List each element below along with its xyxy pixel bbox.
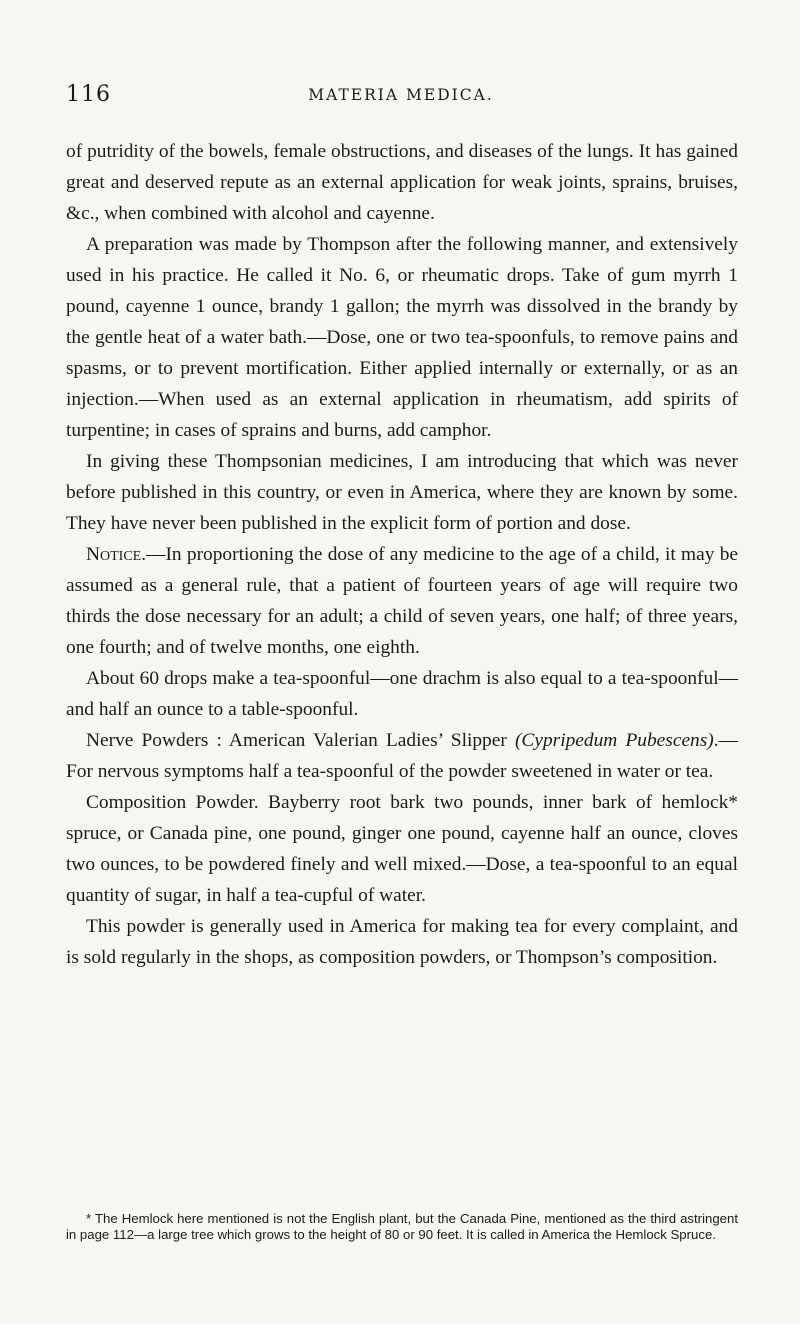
paragraph-rheumatic-drops: A preparation was made by Thompson after the following manner, and extensively used in his practice. He called it No. 6, or rheumatic drops. Take of gum myrrh 1 pound, cayenne 1 ounce, brandy 1 gallon; the myrrh was dissolved in the brandy by the gentle heat of a water bath.—Dose, one or two tea-spoonfuls, to remove pains and spasms, or to prevent mortification. Either applied internally or externally, or as an injection.—When used as an external application in rheumatism, add spirits of turpentine; in cases of sprains and burns, add camphor. bbox=[66, 234, 738, 441]
notice-lead: Notice. bbox=[86, 544, 147, 565]
page-number: 116 bbox=[66, 82, 111, 107]
footnote-text: * The Hemlock here mentioned is not the English plant, but the Canada Pine, mentioned as the third astringent in page 112—a large tree which grows to the height of 80 or 90 feet. It is called in America the Hemlock Spruce. bbox=[66, 1211, 738, 1242]
paragraph-notice bbox=[66, 539, 738, 663]
nerve-powders-intro: Nerve Powders : American Valerian Ladies’ Slipper bbox=[86, 730, 515, 751]
page-header bbox=[66, 82, 736, 112]
paragraph-continuation: of putridity of the bowels, female obstructions, and diseases of the lungs. It has gained great and deserved repute as an external application for weak joints, sprains, bruises, &c., when combined with alcohol and cayenne. bbox=[66, 141, 738, 224]
paragraph-composition-usage: This powder is generally used in America for making tea for every complaint, and is sold regularly in the shops, as composition powders, or Thompson’s composition. bbox=[66, 916, 738, 968]
latin-name: (Cypripedum Pubescens) bbox=[514, 730, 714, 751]
paragraph-nerve-powders bbox=[66, 725, 738, 787]
footnote bbox=[66, 1211, 738, 1243]
body-text bbox=[66, 136, 738, 973]
notice-text: —In proportioning the dose of any medicine to the age of a child, it may be assumed as a general rule, that a patient of fourteen years of age will require two thirds the dose necessary for an adult; a child of seven years, one half; of three years, one fourth; and of twelve months, one eighth. bbox=[66, 544, 738, 658]
nerve-powders-text: .—For nervous symptoms half a tea-spoonful of the powder sweetened in water or tea. bbox=[66, 730, 738, 782]
running-head: MATERIA MEDICA. bbox=[308, 86, 494, 104]
paragraph-thompsonian-medicines: In giving these Thompsonian medicines, I am introducing that which was never before published in this country, or even in America, where they are known by some. They have never been published in the explicit form of portion and dose. bbox=[66, 451, 738, 534]
paragraph-measures: About 60 drops make a tea-spoonful—one drachm is also equal to a tea-spoonful—and half an ounce to a table-spoonful. bbox=[66, 668, 738, 720]
paragraph-composition-powder: Composition Powder. Bayberry root bark two pounds, inner bark of hemlock* spruce, or Canada pine, one pound, ginger one pound, cayenne half an ounce, cloves two ounces, to be powdered finely and well mixed.—Dose, a tea-spoonful to an equal quantity of sugar, in half a tea-cupful of water. bbox=[66, 792, 738, 906]
